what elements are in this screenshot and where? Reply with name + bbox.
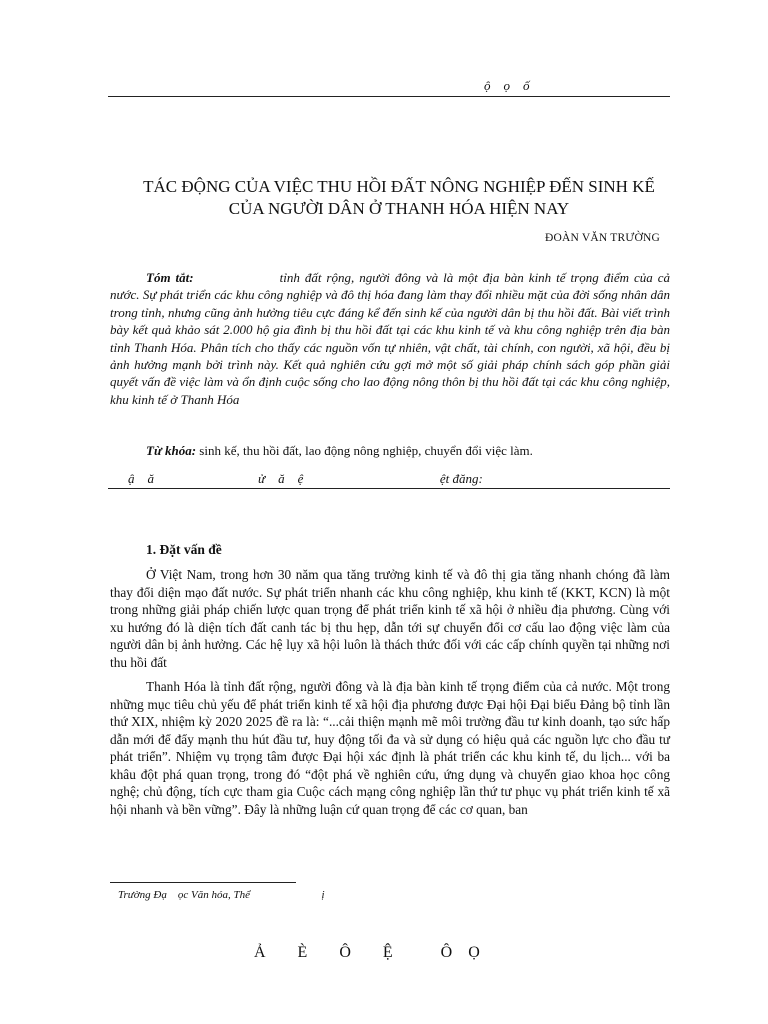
title-line-2: CỦA NGƯỜI DÂN Ở THANH HÓA HIỆN NAY xyxy=(228,199,570,218)
title-line-1: TÁC ĐỘNG CỦA VIỆC THU HỒI ĐẤT NÔNG NGHIỆP ĐẾN SINH KẾ xyxy=(143,177,655,196)
abstract xyxy=(110,269,670,408)
paragraph-2: Thanh Hóa là tỉnh đất rộng, người đông và là địa bàn kinh tế trọng điểm của cả nước. Một trong những mục tiêu chủ yếu để phát triển kinh tế xã hội địa phương được Đại hội Đại biểu Đảng bộ tỉnh lần thứ XIX, nhiệm kỳ 2020 2025 đề ra là: “...cải thiện mạnh mẽ môi trường đầu tư kinh doanh, tạo sức hấp dẫn mới để đẩy mạnh thu hút đầu tư, huy động tối đa và sử dụng có hiệu quả các nguồn lực cho đầu tư phát triển”. Nhiệm vụ trọng tâm được Đại hội xác định là phát triển các khu kinh tế, du lịch... với ba khâu đột phá quan trọng, trong đó “đột phá về nghiên cứu, ứng dụng và chuyển giao khoa học công nghệ; chủ động, tích cực tham gia Cuộc cách mạng công nghiệp lần thứ tư phục vụ phát triển kinh tế xã hội nhanh và bền vững”. Đây là những luận cứ quan trọng để các cơ quan, ban xyxy=(110,679,670,817)
footer-running-text: Ả È Ô Ệ Ô Ọ xyxy=(254,944,480,961)
abstract-label: Tóm tắt: xyxy=(146,270,194,285)
abstract-bottom-rule xyxy=(108,488,670,489)
article-title xyxy=(0,176,768,220)
running-header: ộ ọ ố xyxy=(484,78,530,93)
author-name: ĐOÀN VĂN TRƯỜNG xyxy=(544,232,660,244)
abstract-text: tỉnh đất rộng, người đông và là một địa bàn kinh tế trọng điểm của cả nước. Sự phát triển các khu công nghiệp và đô thị hóa đang làm thay đổi nhiều mặt của đời sống nhân dân trong tỉnh, nhưng cũng ảnh hưởng tiêu cực đáng kể đến sinh kế của người dân bị thu hồi đất. Bài viết trình bày kết quả khảo sát 2.000 hộ gia đình bị thu hồi đất tại các khu kinh tế và khu công nghiệp trên địa bàn tỉnh Thanh Hóa. Phân tích cho thấy các nguồn vốn tự nhiên, vật chất, tài chính, con người, xã hội, đều bị ảnh hưởng mạnh bởi trình này. Kết quả nghiên cứu gợi mở một số giải pháp chính sách góp phần giải quyết vấn đề việc làm và ổn định cuộc sống cho lao động nông thôn bị thu hồi đất tại các khu công nghiệp, khu kinh tế ở Thanh Hóa xyxy=(110,270,671,407)
footnote: Trường Đạ ọc Văn hóa, Thể ị xyxy=(118,889,325,901)
dates-line: ậ ă ử ă ệ ệt đăng: xyxy=(128,471,483,486)
header-rule xyxy=(108,96,670,97)
footnote-rule xyxy=(110,882,296,883)
keywords xyxy=(146,443,686,459)
keywords-text: sinh kế, thu hồi đất, lao động nông nghiệp, chuyển đổi việc làm. xyxy=(196,443,533,458)
paragraph-1: Ở Việt Nam, trong hơn 30 năm qua tăng trưởng kinh tế và đô thị gia tăng nhanh chóng đã làm thay đổi diện mạo đất nước. Sự phát triển nhanh các khu công nghiệp, khu kinh tế (KKT, KCN) là một trong những giải pháp chiến lược quan trọng để phát triển kinh tế xã hội ở nhiều địa phương. Cùng với xu hướng đó là diện tích đất canh tác bị thu hẹp, dẫn tới sự chuyển đổi cơ cấu lao động việc làm của người dân bị ảnh hưởng. Các hệ lụy xã hội luôn là thách thức đối với các cấp chính quyền tại những nơi thu hồi đất xyxy=(110,567,670,670)
body-text xyxy=(110,566,670,818)
section-heading: 1. Đặt vấn đề xyxy=(146,542,222,557)
keywords-label: Từ khóa: xyxy=(146,443,197,458)
